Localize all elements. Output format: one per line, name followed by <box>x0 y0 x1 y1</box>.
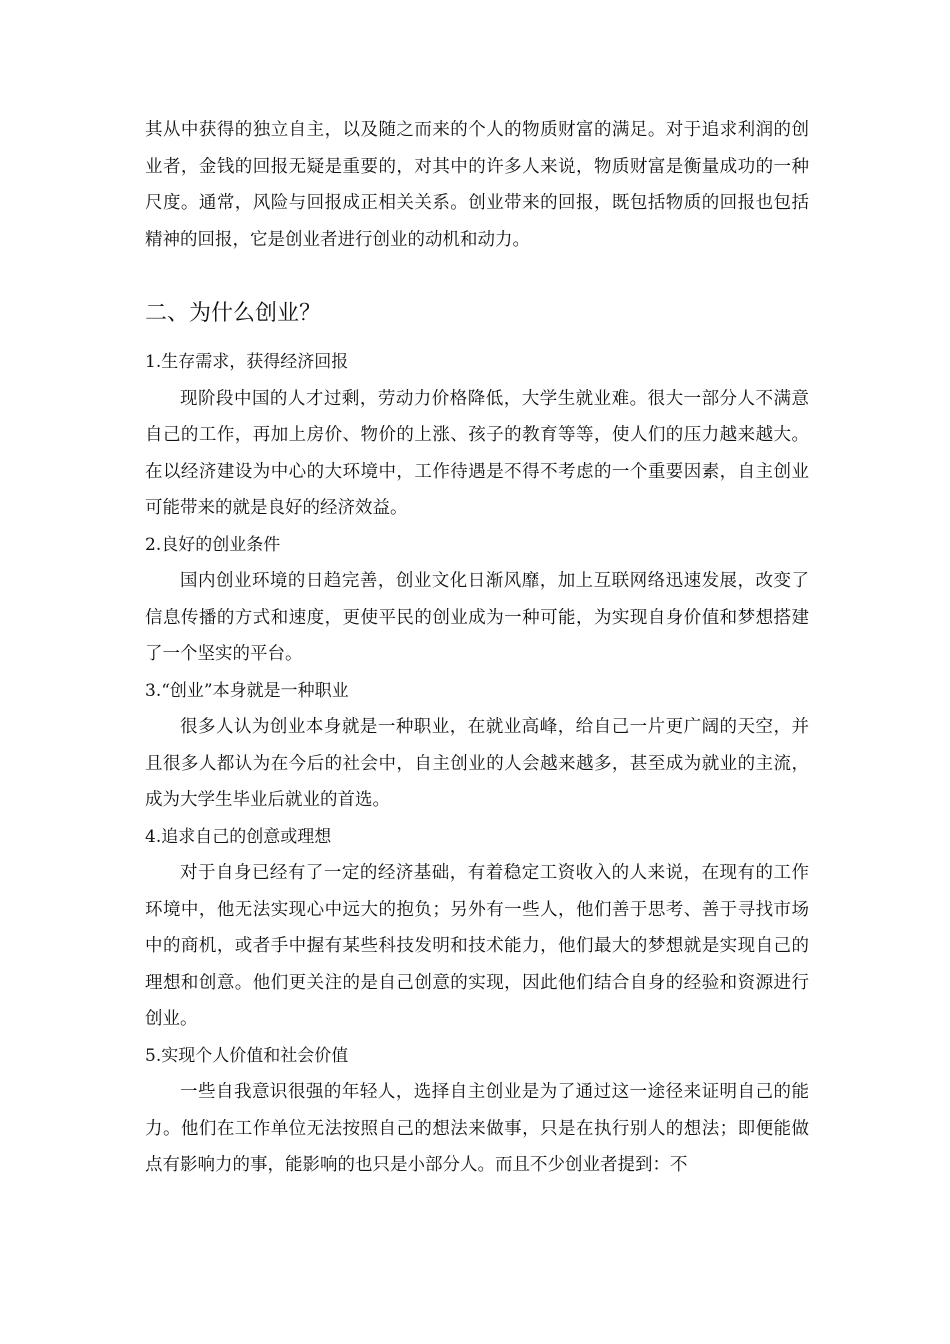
item-4-heading: 4.追求自己的创意或理想 <box>145 826 332 847</box>
item-2-heading: 2.良好的创业条件 <box>145 534 281 555</box>
item-3-body: 很多人认为创业本身就是一种职业，在就业高峰，给自己一片更广阔的天空，并且很多人都认为在今后的社会中，自主创业的人会越来越多，甚至成为就业的主流，成为大学生毕业后就业的首选。 <box>145 717 809 810</box>
item-5-body: 一些自我意识很强的年轻人，选择自主创业是为了通过这一途径来证明自己的能力。他们在工作单位无法按照自己的想法来做事，只是在执行别人的想法；即便能做点有影响力的事，能影响的也只是小部分人。而且不少创业者提到：不 <box>145 1082 809 1175</box>
item-3-heading: 3.“创业”本身就是一种职业 <box>145 680 349 701</box>
item-1-body: 现阶段中国的人才过剩，劳动力价格降低，大学生就业难。很大一部分人不满意自己的工作，再加上房价、物价的上涨、孩子的教育等等，使人们的压力越来越大。在以经济建设为中心的大环境中，工作待遇是不得不考虑的一个重要因素，自主创业可能带来的就是良好的经济效益。 <box>145 388 809 518</box>
item-2-body: 国内创业环境的日趋完善，创业文化日渐风靡，加上互联网络迅速发展，改变了信息传播的方式和速度，更使平民的创业成为一种可能，为实现自身价值和梦想搭建了一个坚实的平台。 <box>145 571 809 664</box>
item-5-heading: 5.实现个人价值和社会价值 <box>145 1045 349 1066</box>
item-1-heading: 1.生存需求，获得经济回报 <box>145 352 349 372</box>
section-title: 二、为什么创业？ <box>145 301 322 326</box>
intro-paragraph: 其从中获得的独立自主，以及随之而来的个人的物质财富的满足。对于追求利润的创业者，金钱的回报无疑是重要的，对其中的许多人来说，物质财富是衡量成功的一种尺度。通常，风险与回报成正相关关系。创业带来的回报，既包括物质的回报也包括精神的回报，它是创业者进行创业的动机和动力。 <box>145 120 809 250</box>
item-4-body: 对于自身已经有了一定的经济基础，有着稳定工资收入的人来说，在现有的工作环境中，他无法实现心中远大的抱负；另外有一些人，他们善于思考、善于寻找市场中的商机，或者手中握有某些科技发明和技术能力，他们最大的梦想就是实现自己的理想和创意。他们更关注的是自己创意的实现，因此他们结合自身的经验和资源进行创业。 <box>145 863 809 1029</box>
document-page <box>145 0 809 1184</box>
